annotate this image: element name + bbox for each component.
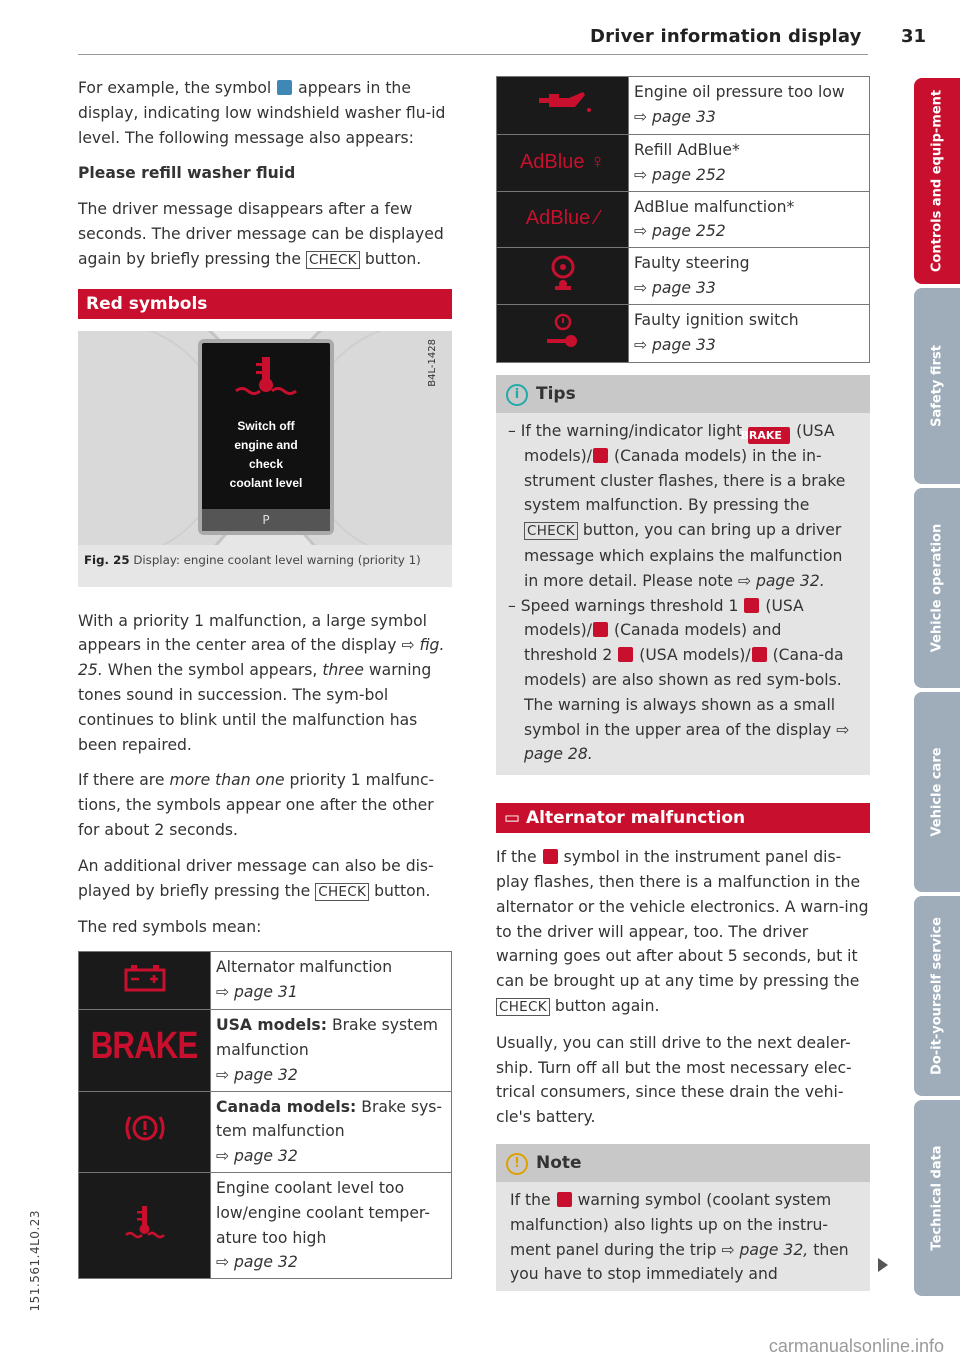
tips-header xyxy=(496,375,870,413)
page-ref-link[interactable]: ⇨ page 252 xyxy=(634,222,726,241)
page-ref-link[interactable]: ⇨ page 28. xyxy=(524,720,850,764)
speed-warning-icon xyxy=(744,598,759,613)
screen-message xyxy=(202,417,330,493)
text-segment: The driver message disappears after a few seconds. The driver message can be displayed again by briefly pressing the xyxy=(78,200,444,268)
header-rule xyxy=(78,54,868,55)
table-row xyxy=(79,1091,452,1172)
refill-nozzle-icon: ♀ xyxy=(584,150,606,173)
table-cell xyxy=(629,77,870,135)
tab-vehicle-care[interactable] xyxy=(914,692,960,892)
tab-label: Do-it-yourself service xyxy=(929,917,945,1075)
table-row xyxy=(79,1172,452,1278)
page-ref-link[interactable]: ⇨ page 32 xyxy=(216,1065,298,1084)
paragraph-dealership: Usually, you can still drive to the next dealer-ship. Turn off all but the most necessary elec-trical consumers, since these drain the vehi-cle's battery. xyxy=(496,1033,852,1127)
text-segment: An additional driver message can also be dis-played by briefly pressing the xyxy=(78,856,434,900)
table-row xyxy=(79,952,452,1010)
text-segment: (Canada models) and threshold 2 xyxy=(524,621,782,665)
text-segment: (USA models)/ xyxy=(639,646,751,665)
table-row xyxy=(497,248,870,305)
text-segment: When the symbol appears, xyxy=(107,661,318,680)
display-screen xyxy=(198,339,334,535)
page-ref-link[interactable]: ⇨ page 252 xyxy=(634,165,726,184)
tab-controls-and-equipment[interactable] xyxy=(914,78,960,284)
figure-ref-link[interactable]: ⇨ fig. 25. xyxy=(78,636,445,680)
section-title: Alternator malfunction xyxy=(525,808,746,829)
message-refill: Please refill washer fluid xyxy=(78,164,296,183)
cell-text: Alternator malfunction xyxy=(216,958,393,977)
text-segment: warning symbol (coolant system malfunction) also lights up on the instru-ment panel during the trip xyxy=(510,1190,832,1259)
text-segment: – Speed warnings threshold 1 xyxy=(508,596,739,615)
table-cell xyxy=(629,248,870,305)
text-segment: symbol in the instrument panel dis-play flashes, then there is a malfunction in the alternator or the vehicle electronics. A warn-ing to the driver will appear, too. The driver warning goes out after about 5 seconds, but it can be brought up at any time by pressing the xyxy=(496,848,869,991)
text-segment: priority 1 malfunc-tions, the symbols appear one after the other for about 2 seconds. xyxy=(78,771,435,839)
battery-inline-icon xyxy=(543,849,558,864)
text-segment: For example, the symbol xyxy=(78,79,272,97)
screen-line: coolant level xyxy=(229,475,303,490)
emphasis: three xyxy=(322,661,364,680)
cell-text: Faulty ignition switch xyxy=(634,310,799,329)
tab-label: Technical data xyxy=(929,1145,945,1251)
adblue-refill-icon xyxy=(497,135,629,192)
speed-warning-icon xyxy=(593,622,608,637)
cell-bold: USA models: xyxy=(216,1016,327,1035)
table-row xyxy=(497,135,870,192)
caption-text: Display: engine coolant level warning (priority 1) xyxy=(133,552,421,567)
cell-text: Refill AdBlue* xyxy=(634,141,740,159)
exclamation-icon: ! xyxy=(506,1153,528,1175)
text-segment: (USA models)/ xyxy=(524,596,804,640)
text-segment: – If the warning/indicator light xyxy=(508,421,743,440)
paragraph-alternator xyxy=(496,845,870,1020)
tab-technical-data[interactable] xyxy=(914,1100,960,1296)
note-body xyxy=(496,1182,870,1291)
watermark-url: carmanualsonline.info xyxy=(768,1336,944,1356)
info-icon: i xyxy=(506,384,528,406)
tips-box xyxy=(496,375,870,775)
tab-label: Vehicle operation xyxy=(929,523,945,653)
battery-icon xyxy=(79,952,211,1010)
adblue-malfunction-icon xyxy=(497,191,629,248)
text-segment: If there are xyxy=(78,771,165,790)
page-ref-link[interactable]: ⇨ page 31 xyxy=(216,982,298,1001)
list-item xyxy=(508,594,858,768)
table-cell xyxy=(629,135,870,192)
brake-label: BRAKE xyxy=(91,1025,198,1068)
gear-indicator: P xyxy=(202,509,330,531)
section-heading-alternator xyxy=(496,803,870,833)
table-row xyxy=(497,304,870,362)
paragraph-priority1 xyxy=(78,609,452,758)
speed-warning-icon xyxy=(618,647,633,662)
table-row xyxy=(497,77,870,135)
washer-fluid-icon xyxy=(277,80,292,95)
coolant-inline-icon xyxy=(557,1192,572,1207)
section-heading-red-symbols: Red symbols xyxy=(78,289,452,319)
right-column xyxy=(496,76,870,1291)
paragraph-washer xyxy=(78,76,452,150)
speed-warning-icon xyxy=(752,647,767,662)
figure-caption xyxy=(84,551,444,569)
brake-circle-inline-icon xyxy=(593,448,608,463)
table-cell xyxy=(629,191,870,248)
page-ref-link[interactable]: ⇨ page 32 xyxy=(216,1253,298,1272)
paragraph-multiple xyxy=(78,768,452,842)
table-cell xyxy=(211,1091,452,1172)
paragraph-driver-message xyxy=(78,197,452,272)
text-segment: button again. xyxy=(554,996,660,1015)
steering-icon xyxy=(497,248,629,305)
text-segment: With a priority 1 malfunction, a large symbol appears in the center area of the display xyxy=(78,611,427,655)
tab-vehicle-operation[interactable] xyxy=(914,488,960,688)
figure-code: B4L-1428 xyxy=(427,338,439,387)
tab-label: Safety first xyxy=(929,345,945,427)
page-ref-link[interactable]: ⇨ page 32 xyxy=(216,1147,298,1166)
check-key: CHECK xyxy=(524,522,578,540)
cell-text: Faulty steering xyxy=(634,254,750,273)
text-segment: warning tones sound in succession. The sym-bol continues to blink until the malfunction has been repaired. xyxy=(78,661,432,754)
caption-label: Fig. 25 xyxy=(84,552,130,567)
tips-title: Tips xyxy=(536,383,576,404)
page-ref-link[interactable]: ⇨ page 33 xyxy=(634,335,716,354)
text-segment: If the xyxy=(510,1190,551,1209)
red-symbols-table xyxy=(78,951,452,1279)
page-number: 31 xyxy=(901,26,927,47)
check-key: CHECK xyxy=(496,998,550,1016)
screen-line: engine and xyxy=(234,437,298,452)
tab-do-it-yourself-service[interactable] xyxy=(914,896,960,1096)
table-cell xyxy=(211,1172,452,1278)
table-row xyxy=(497,191,870,248)
page-ref-link[interactable]: ⇨ page 33 xyxy=(634,278,716,297)
text-segment: (Canada models) in the in-strument cluster flashes, there is a brake system malfunction. By pressing the xyxy=(524,446,846,515)
check-key: CHECK xyxy=(306,251,360,269)
left-column xyxy=(78,76,452,1279)
text-segment: button, you can bring up a driver message which explains the malfunction in more detail. Please note xyxy=(524,521,843,590)
coolant-icon xyxy=(79,1172,211,1278)
page-ref-link[interactable]: ⇨ page 32, xyxy=(721,1240,809,1259)
table-cell xyxy=(211,1010,452,1091)
list-item xyxy=(508,419,858,594)
text-segment: button. xyxy=(364,249,422,268)
emphasis: more than one xyxy=(169,771,285,790)
running-header-title: Driver information display xyxy=(590,26,862,47)
brake-inline-icon: BRAKE xyxy=(748,427,790,444)
page-ref-link[interactable]: ⇨ page 33 xyxy=(634,107,716,126)
table-cell xyxy=(629,304,870,362)
continue-arrow-icon xyxy=(878,1258,888,1272)
battery-icon: ▭ xyxy=(504,808,526,829)
brake-icon xyxy=(79,1010,211,1091)
text-segment: appears in the display, indicating low windshield washer flu-id level. The following message also appears: xyxy=(78,79,446,147)
tab-safety-first[interactable] xyxy=(914,288,960,484)
cell-text: Brake system malfunction xyxy=(216,1016,439,1059)
text-segment: If the xyxy=(496,848,537,867)
table-row xyxy=(79,1010,452,1091)
page-ref-link[interactable]: ⇨ page 32. xyxy=(737,571,825,590)
coolant-warning-icon xyxy=(202,343,330,403)
paragraph-additional xyxy=(78,854,452,905)
table-cell xyxy=(211,952,452,1010)
adblue-label: AdBlue xyxy=(525,207,591,230)
figure-25 xyxy=(78,331,452,587)
text-segment: button. xyxy=(374,881,431,900)
paragraph-red-meaning: The red symbols mean: xyxy=(78,918,262,937)
tab-label: Vehicle care xyxy=(929,747,945,837)
cell-text: Brake sys-tem malfunction xyxy=(216,1097,443,1141)
check-key: CHECK xyxy=(315,883,369,901)
note-box xyxy=(496,1144,870,1291)
screen-line: Switch off xyxy=(237,418,295,433)
text-segment: (USA models)/ xyxy=(524,421,835,465)
cell-text: AdBlue malfunction* xyxy=(634,197,795,216)
tab-label: Controls and equip-ment xyxy=(929,89,945,273)
document-code: 151.561.4L0.23 xyxy=(28,1210,42,1312)
ignition-icon xyxy=(497,304,629,362)
wrench-icon: ⁄ xyxy=(590,207,600,230)
cell-text: Engine oil pressure too low xyxy=(634,83,845,101)
note-title: Note xyxy=(536,1152,582,1173)
brake-circle-icon xyxy=(79,1091,211,1172)
tips-list xyxy=(496,413,870,767)
adblue-label: AdBlue xyxy=(519,150,585,173)
text-segment: then you have to stop immediately and xyxy=(510,1240,849,1284)
cell-bold: Canada models: xyxy=(216,1097,357,1116)
screen-line: check xyxy=(248,456,284,471)
note-header xyxy=(496,1144,870,1182)
red-symbols-table-continued xyxy=(496,76,870,363)
text-segment: (Cana-da models) are also shown as red sym-bols. The warning is always shown as a small symbol in the upper area of the display xyxy=(524,646,844,739)
cell-text: Engine coolant level too low/engine coolant temper-ature too high xyxy=(216,1178,430,1247)
oil-can-icon xyxy=(497,77,629,135)
